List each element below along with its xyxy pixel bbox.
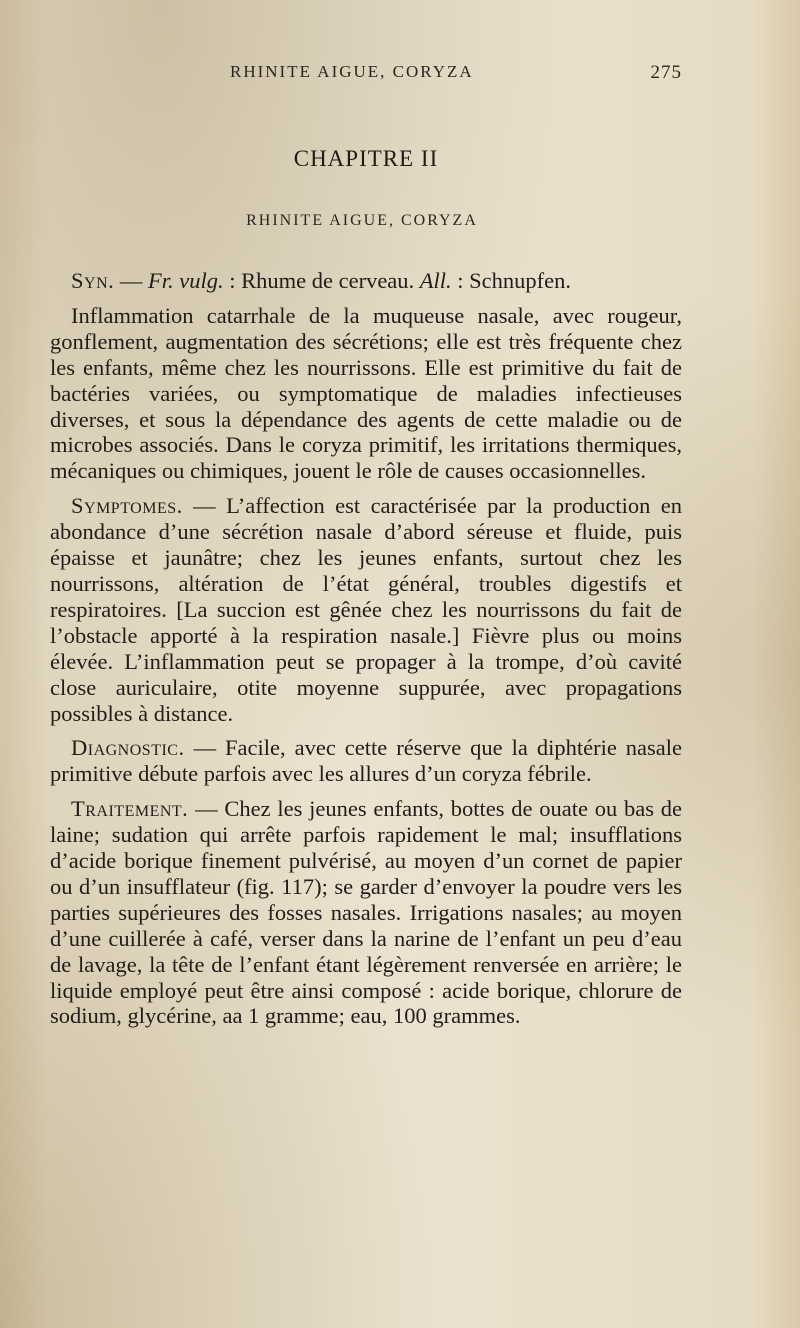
french-synonym: : Rhume de cerveau. xyxy=(223,268,420,293)
definition-paragraph: Inflammation catarrhale de la muqueuse nasale, avec rougeur, gonflement, augmentation des sécrétions; elle est très fréquente chez les enfants, même chez les nourrissons. Elle est primitive du fait de bactéries variées, ou symptomatique de maladies infectieuses diverses, et sous la dépendance des agents de cette maladie ou de microbes associés. Dans le coryza primitif, les irritations thermiques, mécaniques ou chimiques, jouent le rôle de causes occasionnelles. xyxy=(50,302,682,484)
treatment-label: Traitement. xyxy=(71,796,189,822)
symptoms-label: Symptomes. xyxy=(71,493,183,519)
body-text xyxy=(50,268,682,1038)
diagnosis-paragraph xyxy=(50,735,682,787)
german-synonym: : Schnupfen. xyxy=(451,268,572,293)
synonyms-label: Syn. xyxy=(71,268,115,293)
page-header xyxy=(50,62,682,92)
treatment-text: — Chez les jeunes enfants, bottes de ouate ou bas de laine; sudation qui arrête parfois rapidement le mal; insufflations d’acide borique finement pulvérisé, au moyen d’un cornet de papier ou d’un insufflateur (fig. 117); se garder d’envoyer la poudre vers les parties supérieures des fosses nasales. Irrigations nasales; au moyen d’une cuillerée à café, verser dans la narine de l’enfant un peu d’eau de lavage, la tête de l’enfant étant légèrement renversée en arrière; le liquide employé peut être ainsi composé : acide borique, chlorure de sodium, glycérine, aa 1 gramme; eau, 100 grammes. xyxy=(50,796,682,1029)
chapter-title: CHAPITRE II xyxy=(293,146,439,171)
running-head: RHINITE AIGUE, CORYZA xyxy=(230,62,474,81)
diagnosis-text: — Facile, avec cette réserve que la diphtérie nasale primitive débute parfois avec les allures d’un coryza fébrile. xyxy=(50,735,682,787)
diagnosis-label: Diagnostic. xyxy=(71,735,185,761)
synonyms-paragraph xyxy=(50,268,682,294)
symptoms-text: — L’affection est caractérisée par la production en abondance d’une sécrétion nasale d’abord séreuse et fluide, puis épaisse et jaunâtre; chez les jeunes enfants, surtout chez les nourrissons, altération de l’état général, troubles digestifs et respiratoires. [La succion est gênée chez les nourrissons du fait de l’obstacle apporté à la respiration nasale.] Fièvre plus ou moins élevée. L’inflammation peut se propager à la trompe, d’où cavité close auriculaire, otite moyenne suppurée, avec propagations possibles à distance. xyxy=(50,493,682,726)
chapter-subtitle: RHINITE AIGUE, CORYZA xyxy=(246,212,478,229)
symptoms-paragraph xyxy=(50,493,682,726)
treatment-paragraph xyxy=(50,796,682,1029)
page-number: 275 xyxy=(650,62,682,83)
synonyms-dash: — xyxy=(114,268,148,293)
german-label: All. xyxy=(419,268,452,293)
french-label: Fr. vulg. xyxy=(148,268,224,293)
